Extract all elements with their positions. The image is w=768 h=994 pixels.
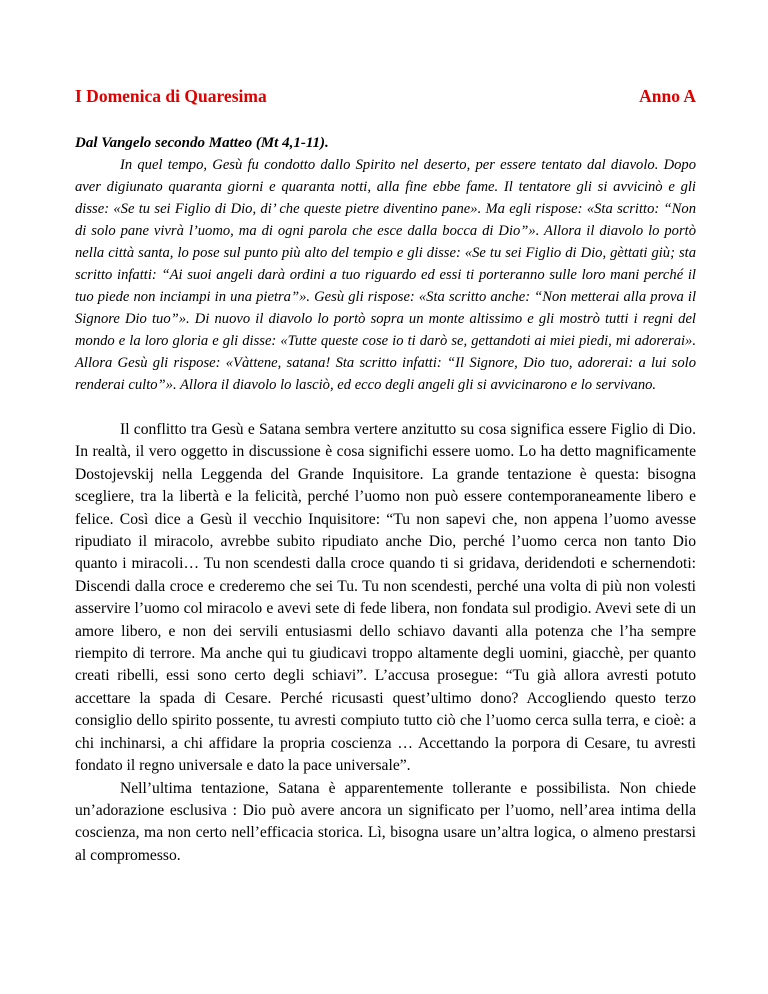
gospel-source: Dal Vangelo secondo Matteo (Mt 4,1-11). — [75, 135, 329, 151]
document-page — [75, 85, 696, 867]
liturgical-year: Anno A — [639, 86, 696, 106]
page-title: I Domenica di Quaresima — [75, 86, 267, 106]
gospel-text: In quel tempo, Gesù fu condotto dallo Spirito nel deserto, per essere tentato dal diavolo. Dopo aver digiunato quaranta giorni e quaranta notti, alla fine ebbe fame. Il tentatore gli si avvicinò e gli disse: «Se tu sei Figlio di Dio, di’ che queste pietre diventino pane». Ma egli rispose: «Sta scritto: “Non di solo pane vivrà l’uomo, ma di ogni parola che esce dalla bocca di Dio”». Allora il diavolo lo portò nella città santa, lo pose sul punto più alto del tempio e gli disse: «Se tu sei Figlio di Dio, gèttati giù; sta scritto infatti: “Ai suoi angeli darà ordini a tuo riguardo ed essi ti porteranno sulle loro mani perché il tuo piede non inciampi in una pietra”». Gesù gli rispose: «Sta scritto anche: “Non metterai alla prova il Signore Dio tuo”». Di nuovo il diavolo lo portò sopra un monte altissimo e gli mostrò tutti i regni del mondo e la loro gloria e gli disse: «Tutte queste cose io ti darò se, gettandoti ai miei piedi, mi adorerai». Allora Gesù gli rispose: «Vàttene, satana! Sta scritto infatti: “Il Signore, Dio tuo, adorerai: a lui solo renderai culto”». Allora il diavolo lo lasciò, ed ecco degli angeli gli si avvicinarono e lo servivano. — [75, 157, 696, 393]
document-header — [75, 85, 696, 107]
commentary — [75, 419, 696, 867]
commentary-paragraph: Il conflitto tra Gesù e Satana sembra vertere anzitutto su cosa significa essere Figlio di Dio. In realtà, il vero oggetto in discussione è cosa significhi essere uomo. Lo ha detto magnificamente Dostojevskij nella Leggenda del Grande Inquisitore. La grande tentazione è questa: bisogna scegliere, tra la libertà e la felicità, perché l’uomo non può essere contemporaneamente libero e felice. Così dice a Gesù il vecchio Inquisitore: “Tu non sapevi che, non appena l’uomo avesse ripudiato il miracolo, avrebbe subito ripudiato anche Dio, perché l’uomo cerca non tanto Dio quanto i miracoli… Tu non scendesti dalla croce quando ti si gridava, deridendoti e schernendoti: Discendi dalla croce e crederemo che sei Tu. Tu non scendesti, perché una volta di più non volesti asservire l’uomo col miracolo e avevi sete di fede libera, non fondata sul prodigio. Avevi sete di un amore libero, e non dei servili entusiasmi dello schiavo davanti alla potenza che l’ha sempre riempito di terrore. Ma anche qui tu giudicavi troppo altamente degli uomini, giacchè, per quanto creati ribelli, essi sono certo degli schiavi”. L’accusa prosegue: “Tu già allora avresti potuto accettare la spada di Cesare. Perché ricusasti quest’ultimo dono? Accogliendo questo terzo consiglio dello spirito possente, tu avresti compiuto tutto ciò che l’uomo cerca sulla terra, e cioè: a chi inchinarsi, a chi affidare la propria coscienza … Accettando la porpora di Cesare, tu avresti fondato il regno universale e dato la pace universale”. — [75, 421, 696, 775]
commentary-paragraph: Nell’ultima tentazione, Satana è apparentemente tollerante e possibilista. Non chiede un’adorazione esclusiva : Dio può avere ancora un significato per l’uomo, nell’area intima della coscienza, ma non certo nell’efficacia storica. Lì, bisogna usare un’altra logica, o almeno prestarsi al compromesso. — [75, 779, 696, 864]
